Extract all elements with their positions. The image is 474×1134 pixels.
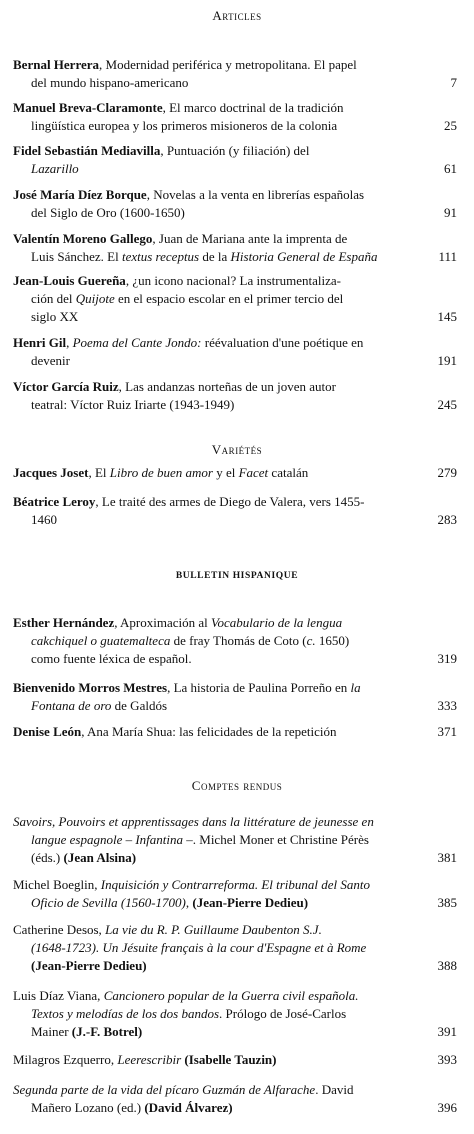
entry-author: Manuel Breva-Claramonte xyxy=(13,100,163,115)
toc-entry[interactable]: José María Díez Borque, Novelas a la venta en librerías españolas del Siglo de Oro (1600-1650) 91 xyxy=(13,187,457,220)
toc-entry[interactable]: Henri Gil, Poema del Cante Jondo: réévaluation d'une poétique en devenir 191 xyxy=(13,335,457,368)
reviewer-name: (Isabelle Tauzin) xyxy=(184,1052,277,1067)
page-number: 371 xyxy=(437,724,457,739)
entry-author: José María Díez Borque xyxy=(13,187,147,202)
toc-entry[interactable]: Jacques Joset, El Libro de buen amor y el Facet catalán 279 xyxy=(13,465,457,480)
reviewer-name: (Jean-Pierre Dedieu) xyxy=(192,895,309,910)
reviewer-name: (J.-F. Botrel) xyxy=(71,1024,143,1039)
page-number: 91 xyxy=(444,205,457,220)
page-number: 279 xyxy=(437,465,457,480)
page-number: 333 xyxy=(437,698,457,713)
toc-entry[interactable]: Catherine Desos, La vie du R. P. Guillaume Daubenton S.J. (1648-1723). Un Jésuite français à la cour d'Espagne et à Rome (Jean-Pierre Dedieu) 388 xyxy=(13,922,457,973)
toc-entry[interactable]: Bienvenido Morros Mestres, La historia de Paulina Porreño en la Fontana de oro de Galdós 333 xyxy=(13,680,457,713)
page-number: 111 xyxy=(438,249,457,264)
entry-author: Bienvenido Morros Mestres xyxy=(13,680,168,695)
entry-author: Esther Hernández xyxy=(13,615,115,630)
entry-author: Víctor García Ruiz xyxy=(13,379,119,394)
toc-entry[interactable]: Denise León, Ana María Shua: las felicidades de la repetición 371 xyxy=(13,724,457,739)
toc-entry[interactable]: Luis Díaz Viana, Cancionero popular de la Guerra civil española. Textos y melodías de los dos bandos. Prólogo de José-Carlos Mainer (J.-F. Botrel) 391 xyxy=(13,988,457,1039)
toc-entry[interactable]: Milagros Ezquerro, Leerescribir (Isabelle Tauzin) 393 xyxy=(13,1052,457,1067)
page-number: 61 xyxy=(444,161,457,176)
page-number: 319 xyxy=(437,651,457,666)
page-number: 283 xyxy=(437,512,457,527)
toc-entry[interactable]: Bernal Herrera, Modernidad periférica y metropolitana. El papel del mundo hispano-americano 7 xyxy=(13,57,457,90)
toc-entry[interactable]: Valentín Moreno Gallego, Juan de Mariana ante la imprenta de Luis Sánchez. El textus receptus de la Historia General de España 111 xyxy=(13,231,457,264)
toc-entry[interactable]: Béatrice Leroy, Le traité des armes de Diego de Valera, vers 1455- 1460 283 xyxy=(13,494,457,527)
section-heading-articles: Articles xyxy=(212,8,262,23)
entry-author: Jacques Joset xyxy=(13,465,89,480)
toc-entry[interactable]: Fidel Sebastián Mediavilla, Puntuación (y filiación) del Lazarillo 61 xyxy=(13,143,457,176)
entry-author: Henri Gil xyxy=(13,335,67,350)
page-number: 381 xyxy=(437,850,457,865)
entry-author: Bernal Herrera xyxy=(13,57,100,72)
page-number: 145 xyxy=(437,309,457,324)
section-heading-varietes: Variétés xyxy=(211,442,263,457)
page-number: 385 xyxy=(437,895,457,910)
entry-author: Béatrice Leroy xyxy=(13,494,96,509)
toc-entry[interactable]: Segunda parte de la vida del pícaro Guzmán de Alfarache. David Mañero Lozano (ed.) (David Álvarez) 396 xyxy=(13,1082,457,1115)
toc-entry[interactable]: Savoirs, Pouvoirs et apprentissages dans la littérature de jeunesse en langue espagnole – Infantina –. Michel Moner et Christine Pérès (éds.) (Jean Alsina) 381 xyxy=(13,814,457,865)
page-number: 7 xyxy=(450,75,457,90)
page-number: 388 xyxy=(437,958,457,973)
entry-author: Fidel Sebastián Mediavilla xyxy=(13,143,161,158)
section-heading-comptes-rendus: Comptes rendus xyxy=(191,778,283,793)
toc-entry[interactable]: Esther Hernández, Aproximación al Vocabulario de la lengua cakchiquel o guatemalteca de fray Thomás de Coto (c. 1650) como fuente léxica de español. 319 xyxy=(13,615,457,666)
toc-entry[interactable]: Víctor García Ruiz, Las andanzas norteñas de un joven autor teatral: Víctor Ruiz Iriarte (1943-1949) 245 xyxy=(13,379,457,412)
page-number: 25 xyxy=(444,118,457,133)
entry-author: Jean-Louis Guereña xyxy=(13,273,126,288)
toc-entry[interactable]: Manuel Breva-Claramonte, El marco doctrinal de la tradición lingüística europea y los primeros misioneros de la colonia 25 xyxy=(13,100,457,133)
toc-entry[interactable]: Jean-Louis Guereña, ¿un icono nacional? La instrumentaliza- ción del Quijote en el espacio escolar en el primer tercio del siglo XX 145 xyxy=(13,273,457,324)
section-heading-bulletin: BULLETIN HISPANIQUE xyxy=(175,571,299,581)
toc-entry[interactable]: Michel Boeglin, Inquisición y Contrarreforma. El tribunal del Santo Oficio de Sevilla (1560-1700), (Jean-Pierre Dedieu) 385 xyxy=(13,877,457,910)
reviewer-name: (Jean Alsina) xyxy=(63,850,137,865)
page-number: 393 xyxy=(437,1052,457,1067)
page-number: 396 xyxy=(437,1100,457,1115)
entry-author: Valentín Moreno Gallego xyxy=(13,231,153,246)
reviewer-name: (Jean-Pierre Dedieu) xyxy=(31,958,147,973)
page-number: 245 xyxy=(437,397,457,412)
reviewer-name: (David Álvarez) xyxy=(144,1100,233,1115)
entry-author: Denise León xyxy=(13,724,82,739)
page-number: 191 xyxy=(437,353,457,368)
page-number: 391 xyxy=(437,1024,457,1039)
